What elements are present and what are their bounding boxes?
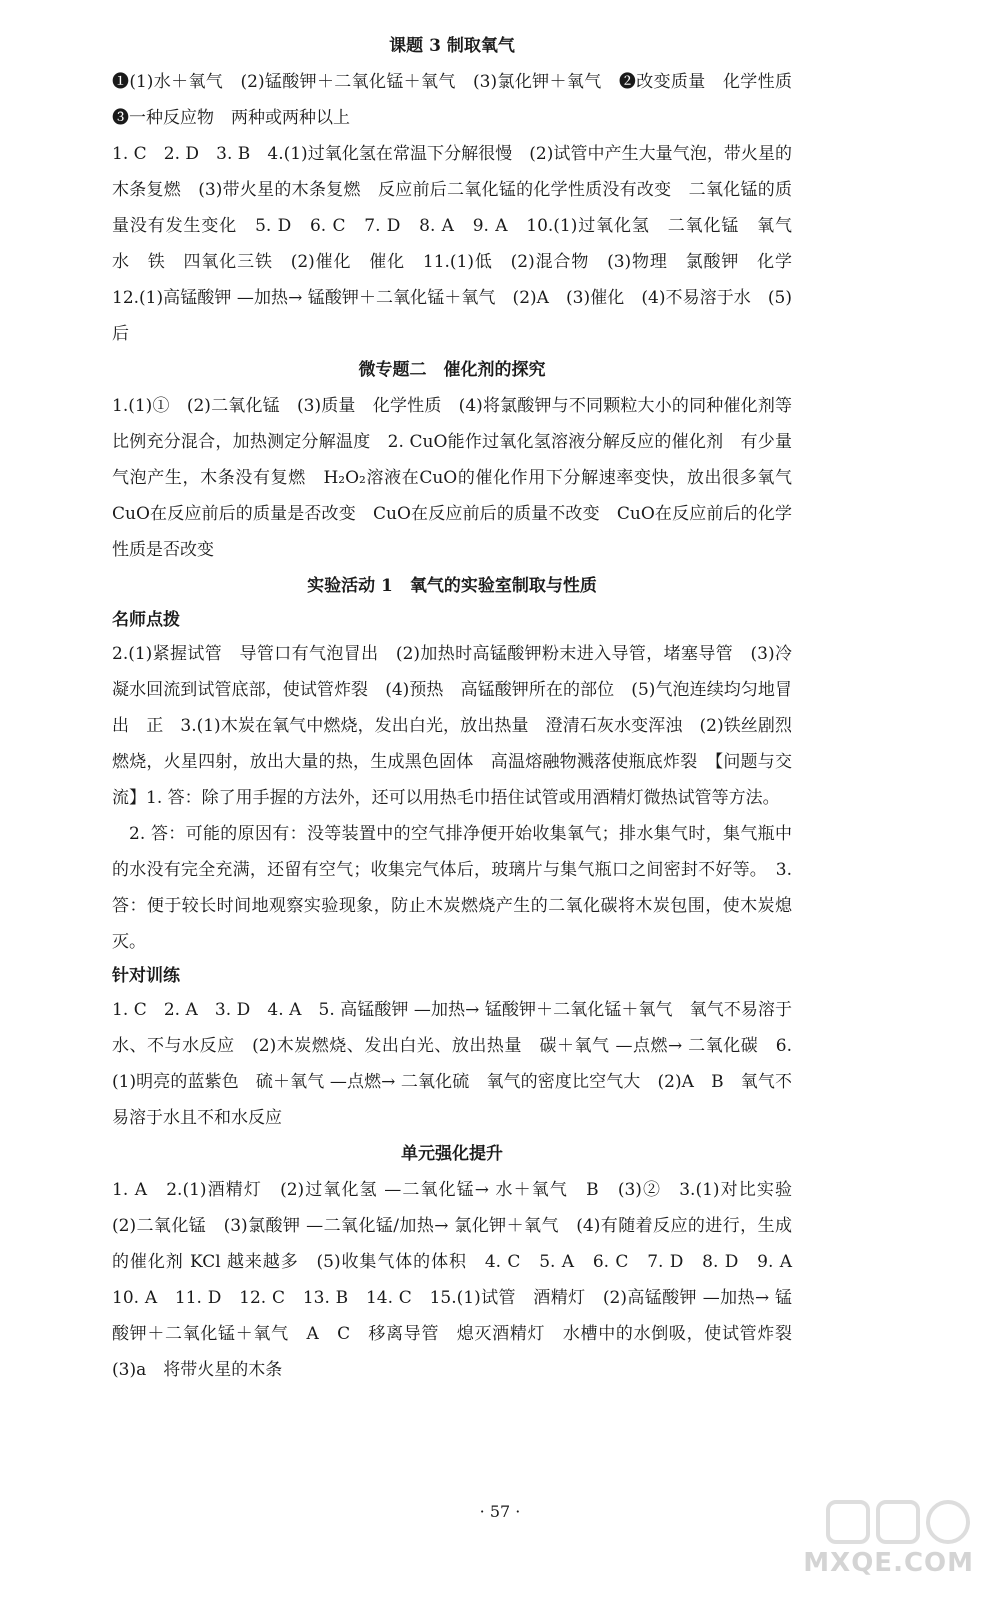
answer-paragraph: 2.(1)紧握试管 导管口有气泡冒出 (2)加热时高锰酸钾粉末进入导管，堵塞导管 (3)冷凝水回流到试管底部，使试管炸裂 (4)预热 高锰酸钾所在的部位 (5)气泡连续均匀地冒出 正 3.(1)木炭在氧气中燃烧，发出白光，放出热量 澄清石灰水变浑浊 (2)铁丝剧烈燃烧，火星四射，放出大量的热，生成黑色固体 高温熔融物溅落使瓶底炸裂 【问题与交流】1. 答：除了用手握的方法外，还可以用热毛巾捂住试管或用酒精灯微热试管等方法。: [112, 644, 792, 808]
section-title-catalyst: 微专题二 催化剂的探究: [358, 360, 546, 380]
subheading-tips: 名师点拨: [112, 610, 180, 630]
answer-paragraph: ❶(1)水＋氧气 (2)锰酸钾＋二氧化锰＋氧气 (3)氯化钾＋氧气 ❷改变质量 化学性质 ❸一种反应物 两种或两种以上: [112, 72, 809, 128]
subheading-practice: 针对训练: [112, 966, 180, 986]
answer-page: [112, 28, 809, 1388]
section-title-oxygen-preparation: 课题 3 制取氧气: [389, 36, 515, 56]
answer-paragraph: 1. C 2. D 3. B 4.(1)过氧化氢在常温下分解很慢 (2)试管中产生大量气泡，带火星的木条复燃 (3)带火星的木条复燃 反应前后二氧化锰的化学性质没有改变 二氧化锰的质量没有发生变化 5. D 6. C 7. D 8. A 9. A 10.(1)过氧化氢 二氧化锰 氧气 水 铁 四氧化三铁 (2)催化 催化 11.(1)低 (2)混合物 (3)物理 氯酸钾 化学 12.(1)高锰酸钾 —加热→ 锰酸钾＋二氧化锰＋氧气 (2)A (3)催化 (4)不易溶于水 (5)后: [112, 144, 809, 344]
section-title-unit-review: 单元强化提升: [401, 1144, 503, 1164]
answer-paragraph: 1. A 2.(1)酒精灯 (2)过氧化氢 —二氧化锰→ 水＋氧气 B (3)② 3.(1)对比实验 (2)二氧化锰 (3)氯酸钾 —二氧化锰/加热→ 氯化钾＋氧气 (4)有随着反应的进行，生成的催化剂 KCl 越来越多 (5)收集气体的体积 4. C 5. A 6. C 7. D 8. D 9. A 10. A 11. D 12. C 13. B 14. C 15.(1)试管 酒精灯 (2)高锰酸钾 —加热→ 锰酸钾＋二氧化锰＋氧气 A C 移离导管 熄灭酒精灯 水槽中的水倒吸，使试管炸裂 (3)a 将带火星的木条: [112, 1180, 809, 1380]
page-number: · 57 ·: [479, 1502, 521, 1521]
answer-paragraph: 2. 答：可能的原因有：没等装置中的空气排净便开始收集氧气；排水集气时，集气瓶中的水没有完全充满，还留有空气；收集完气体后，玻璃片与集气瓶口之间密封不好等。 3. 答：便于较长时间地观察实验现象，防止木炭燃烧产生的二氧化碳将木炭包围，使木炭熄灭。: [112, 824, 792, 952]
section-title-experiment: 实验活动 1 氧气的实验室制取与性质: [307, 576, 597, 596]
answer-paragraph: 1. C 2. A 3. D 4. A 5. 高锰酸钾 —加热→ 锰酸钾＋二氧化锰＋氧气 氧气不易溶于水、不与水反应 (2)木炭燃烧、发出白光、放出热量 碳＋氧气 —点燃→ 二氧化碳 6.(1)明亮的蓝紫色 硫＋氧气 —点燃→ 二氧化硫 氧气的密度比空气大 (2)A B 氧气不易溶于水且不和水反应: [112, 1000, 792, 1128]
answer-paragraph: 1.(1)① (2)二氧化锰 (3)质量 化学性质 (4)将氯酸钾与不同颗粒大小的同种催化剂等比例充分混合，加热测定分解温度 2. CuO能作过氧化氢溶液分解反应的催化剂 有少量气泡产生，木条没有复燃 H₂O₂溶液在CuO的催化作用下分解速率变快，放出很多氧气 CuO在反应前后的质量是否改变 CuO在反应前后的质量不改变 CuO在反应前后的化学性质是否改变: [112, 396, 809, 560]
watermark-text: MXQE.COM: [803, 1548, 974, 1578]
